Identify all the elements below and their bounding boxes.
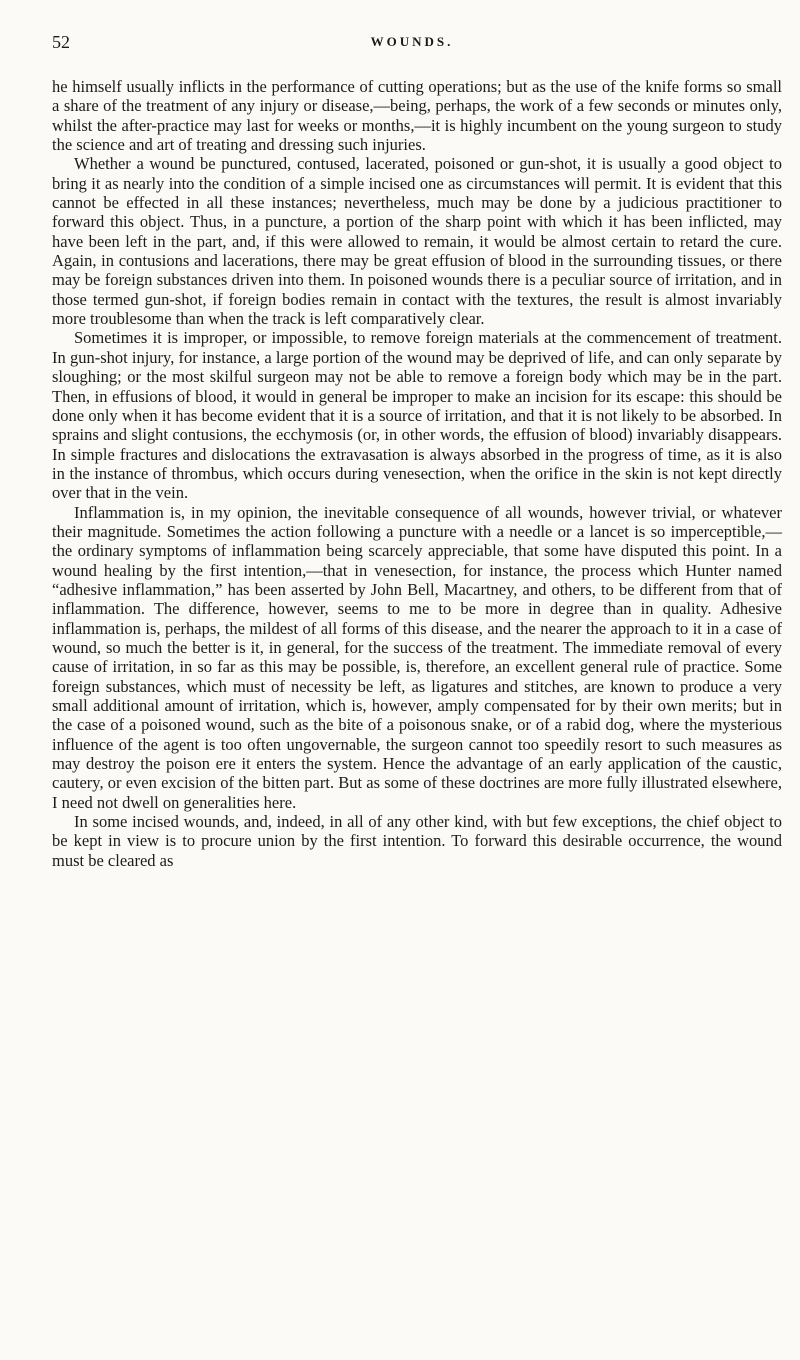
paragraph: Sometimes it is improper, or impossible, to remove foreign materials at the commencement of treatment. In gun-shot injury, for instance, a large portion of the wound may be deprived of life, and can only separate by sloughing; or the most skilful surgeon may not be able to remove a foreign body which may be in the part. Then, in effusions of blood, it would in general be improper to make an incision for its escape: this should be done only when it has become evident that it is a source of irritation, and that it is not likely to be absorbed. In sprains and slight contusions, the ecchymosis (or, in other words, the effusion of blood) invariably disappears. In simple fractures and dislocations the extravasation is always absorbed in the progress of time, as it is also in the instance of thrombus, which occurs during venesection, when the orifice in the skin is not kept directly over that in the vein. <box>52 328 782 503</box>
paragraph: Inflammation is, in my opinion, the inevitable consequence of all wounds, however trivial, or whatever their magnitude. Sometimes the action following a puncture with a needle or a lancet is so imperceptible,—the ordinary symptoms of inflammation being scarcely appreciable, that some have disputed this point. In a wound healing by the first intention,—that in venesection, for instance, the process which Hunter named “adhesive inflammation,” has been asserted by John Bell, Macartney, and others, to be different from that of inflammation. The difference, however, seems to me to be more in degree than in quality. Adhesive inflammation is, perhaps, the mildest of all forms of this disease, and the nearer the approach to it in a case of wound, so much the better is it, in general, for the success of the treatment. The immediate removal of every cause of irritation, in so far as this may be possible, is, therefore, an excellent general rule of practice. Some foreign substances, which must of necessity be left, as ligatures and stitches, are known to produce a very small additional amount of irritation, which is, however, amply compensated for by their own merits; but in the case of a poisoned wound, such as the bite of a poisonous snake, or of a rabid dog, where the mysterious influence of the agent is too often ungovernable, the surgeon cannot too speedily resort to such measures as may destroy the poison ere it enters the system. Hence the advantage of an early application of the caustic, cautery, or even excision of the bitten part. But as some of these doctrines are more fully illustrated elsewhere, I need not dwell on generalities here. <box>52 502 782 812</box>
paragraph: Whether a wound be punctured, contused, lacerated, poisoned or gun-shot, it is usually a good object to bring it as nearly into the condition of a simple incised one as circumstances will permit. It is evident that this cannot be effected in all these instances; nevertheless, much may be done by a judicious practitioner to forward this object. Thus, in a puncture, a portion of the sharp point with which it has been inflicted, may have been left in the part, and, if this were allowed to remain, it would be almost certain to retard the cure. Again, in contusions and lacerations, there may be great effusion of blood in the surrounding tissues, or there may be foreign substances driven into them. In poisoned wounds there is a peculiar source of irritation, and in those termed gun-shot, if foreign bodies remain in contact with the textures, the result is almost invariably more troublesome than when the track is left comparatively clear. <box>52 154 782 329</box>
page-header <box>52 32 772 56</box>
paragraph: he himself usually inflicts in the performance of cutting operations; but as the use of the knife forms so small a share of the treatment of any injury or disease,—being, perhaps, the work of a few seconds or minutes only, whilst the after-practice may last for weeks or months,—it is highly incumbent on the young surgeon to study the science and art of treating and dressing such injuries. <box>52 77 782 155</box>
body-text <box>52 77 782 870</box>
page-number: 52 <box>52 32 70 52</box>
paragraph: In some incised wounds, and, indeed, in all of any other kind, with but few exceptions, the chief object to be kept in view is to procure union by the first intention. To forward this desirable occurrence, the wound must be cleared as <box>52 812 782 870</box>
running-head: WOUNDS. <box>370 34 454 49</box>
